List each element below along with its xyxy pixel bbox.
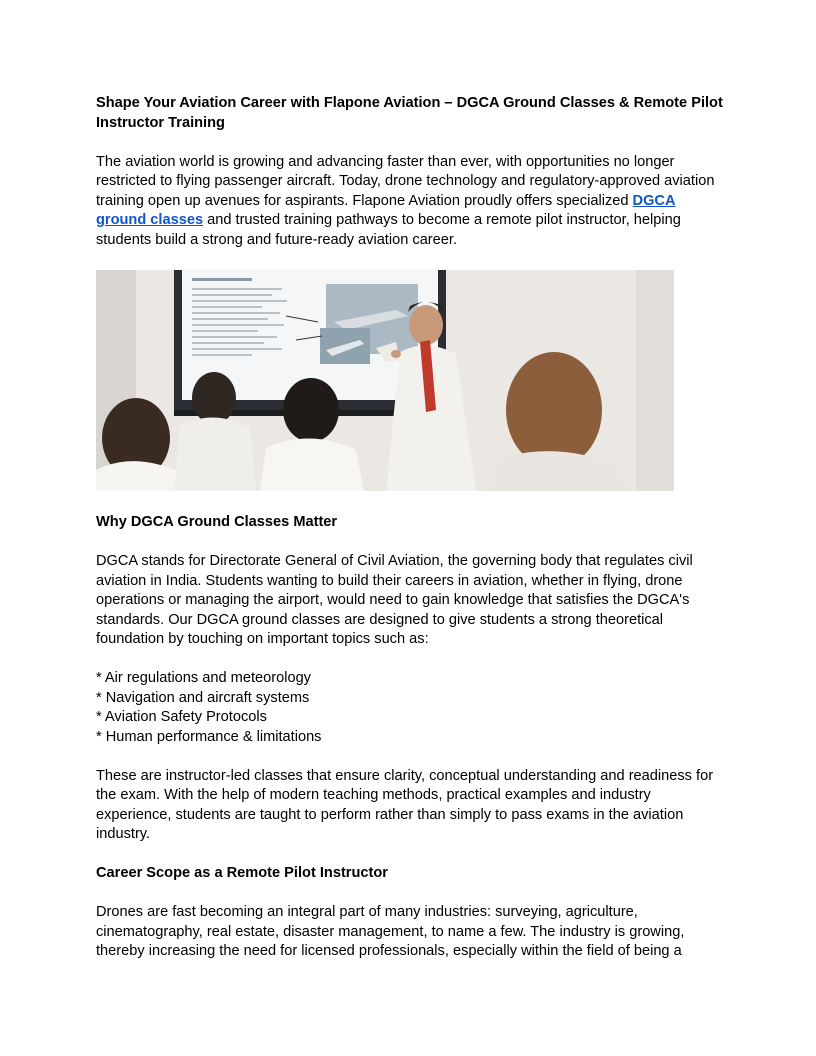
intro-text-after: and trusted training pathways to become a remote pilot instructor, helping students build a strong and future-ready aviation career.	[96, 212, 681, 248]
list-item: * Air regulations and meteorology	[96, 670, 311, 686]
intro-paragraph	[96, 153, 726, 251]
classroom-photo	[96, 270, 674, 491]
topics-list	[96, 669, 726, 747]
list-item: * Human performance & limitations	[96, 728, 322, 745]
list-item: * Aviation Safety Protocols	[96, 709, 267, 725]
intro-text-before: The aviation world is growing and advancing faster than ever, with opportunities no longer restricted to flying passenger aircraft. Today, drone technology and regulatory-approved aviation training open up avenues for aspirants. Flapone Aviation proudly offers specialized	[96, 153, 715, 209]
dgca-ground-classes-link[interactable]: DGCA ground classes	[96, 192, 676, 228]
list-item: * Navigation and aircraft systems	[96, 689, 310, 706]
section2-heading: Career Scope as a Remote Pilot Instructor	[96, 865, 388, 881]
document-title: Shape Your Aviation Career with Flapone Aviation – DGCA Ground Classes & Remote Pilot Instructor Training	[96, 95, 723, 131]
document-page	[96, 94, 726, 962]
section1-closing: These are instructor-led classes that ensure clarity, conceptual understanding and readiness for the exam. With the help of modern teaching methods, practical examples and industry experience, students are taught to perform rather than simply to pass exams in the aviation industry.	[96, 767, 714, 842]
section2-paragraph: Drones are fast becoming an integral part of many industries: surveying, agriculture, cinematography, real estate, disaster management, to name a few. The industry is growing, thereby increasing the need for licensed professionals, especially within the field of being a	[96, 904, 685, 959]
section1-heading: Why DGCA Ground Classes Matter	[96, 514, 338, 530]
section1-paragraph: DGCA stands for Directorate General of Civil Aviation, the governing body that regulates civil aviation in India. Students wanting to build their careers in aviation, whether in flying, drone operations or managing the airport, would need to gain knowledge that satisfies the DGCA's standards. Our DGCA ground classes are designed to give students a strong theoretical foundation by touching on important topics such as:	[96, 553, 693, 647]
